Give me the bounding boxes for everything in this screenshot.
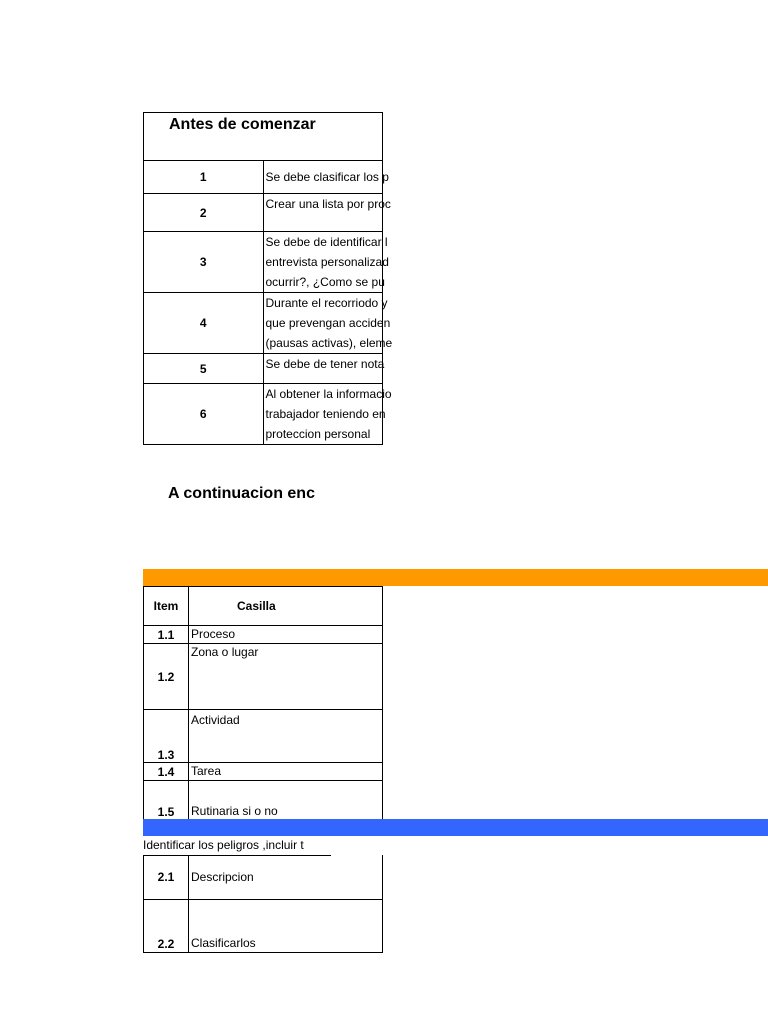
row-number: 6: [144, 384, 264, 445]
row-text: Durante el recorriodo y que prevengan acciden (pausas activas), eleme: [263, 293, 383, 354]
row-number: 4: [144, 293, 264, 354]
item-text: Actividad: [189, 710, 383, 763]
casilla-header: Casilla: [189, 587, 383, 626]
peligros-table: [143, 855, 383, 953]
row-text: Se debe clasificar los p: [263, 161, 383, 194]
item-text: Proceso: [189, 626, 383, 644]
item-text: Descripcion: [189, 855, 383, 899]
item-number: 1.2: [144, 644, 189, 710]
item-text: Clasificarlos: [189, 899, 383, 952]
row-text: Se debe de identificar l entrevista personalizad ocurrir?, ¿Como se pu: [263, 232, 383, 293]
items-table-wrap: [143, 586, 331, 819]
peligros-table-wrap: [143, 855, 331, 953]
item-number: 1.5: [144, 781, 189, 821]
item-number: 1.3: [144, 710, 189, 763]
row-text: Se debe de tener nota: [263, 354, 383, 384]
item-number: 1.1: [144, 626, 189, 644]
intro-table-wrap: [143, 112, 393, 441]
item-header: Item: [144, 587, 189, 626]
item-number: 2.1: [144, 855, 189, 899]
row-text: Al obtener la informacio trabajador teniendo en proteccion personal: [263, 384, 383, 445]
subtitle-wrap: [143, 485, 331, 503]
peligros-note: Identificar los peligros ,incluir t: [143, 838, 304, 852]
item-text: Tarea: [189, 763, 383, 781]
item-number: 1.4: [144, 763, 189, 781]
row-number: 3: [144, 232, 264, 293]
intro-title: Antes de comenzar: [169, 116, 316, 133]
item-text: Rutinaria si o no: [189, 781, 383, 821]
blue-section-bar: [143, 819, 768, 836]
row-number: 2: [144, 194, 264, 232]
item-text: Zona o lugar: [189, 644, 383, 710]
row-number: 1: [144, 161, 264, 194]
subtitle: A continuacion enc: [168, 485, 315, 502]
item-number: 2.2: [144, 899, 189, 952]
intro-table: [143, 112, 393, 445]
row-text: Crear una lista por proc: [263, 194, 383, 232]
orange-header-bar: [143, 569, 768, 586]
row-number: 5: [144, 354, 264, 384]
intro-title-cell: [144, 113, 383, 161]
peligros-note-wrap: [143, 836, 331, 856]
items-table: [143, 586, 383, 821]
